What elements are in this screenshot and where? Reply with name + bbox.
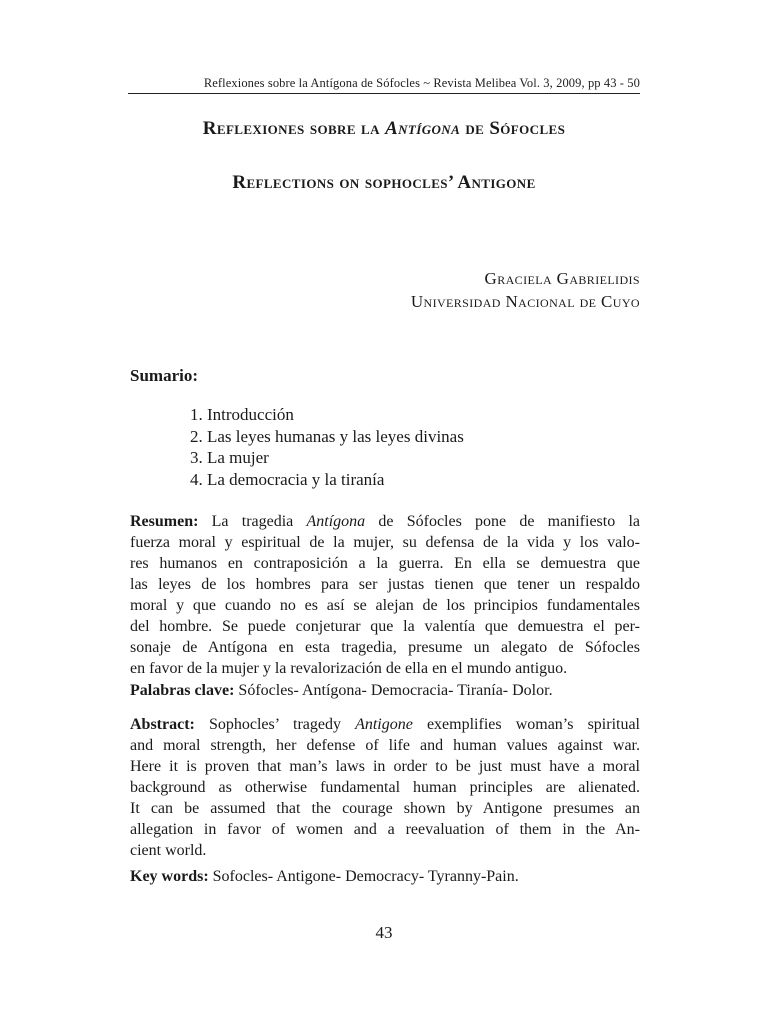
abstract-label: Abstract: (130, 716, 195, 733)
title-spanish-italic: Antígona (385, 118, 461, 139)
abstract-paragraph (130, 714, 640, 861)
key-words (130, 866, 640, 887)
abstract-line: allegation in favor of women and a reevaluation of them in the An- (130, 821, 640, 838)
article-title-spanish (0, 118, 768, 140)
resumen-line: del hombre. Se puede conjeturar que la valentía que demuestra el per- (130, 618, 640, 635)
sumario-list (190, 404, 464, 490)
abstract-line (130, 714, 640, 735)
sumario-heading: Sumario: (130, 366, 198, 385)
author-affiliation: Universidad Nacional de Cuyo (410, 292, 640, 311)
sumario-item: 2. Las leyes humanas y las leyes divinas (190, 426, 464, 446)
resumen-label: Resumen: (130, 513, 199, 530)
palabras-clave-label: Palabras clave: (130, 682, 235, 699)
abstract-text: exemplifies woman’s spiritual (412, 716, 640, 733)
article-title-english: Reflections on sophocles’ Antigone (232, 172, 536, 193)
resumen-text: de Sófocles pone de manifiesto la (365, 513, 640, 530)
abstract-text: Sophocles’ tragedy (194, 716, 356, 733)
running-header: Reflexiones sobre la Antígona de Sófocles ~ Revista Melibea Vol. 3, 2009, pp 43 - 50 (128, 76, 640, 94)
resumen-line (130, 511, 640, 532)
key-words-label: Key words: (130, 868, 209, 885)
abstract-line: It can be assumed that the courage shown by Antigone presumes an (130, 800, 640, 817)
abstract-line: cient world. (130, 842, 207, 859)
sumario-item: 1. Introducción (190, 405, 294, 424)
abstract-italic-title: Antigone (355, 716, 413, 733)
resumen-line: res humanos en contraposición a la guerra. En ella se demuestra que (130, 555, 640, 572)
sumario-item: 4. La democracia y la tiranía (190, 469, 385, 489)
key-words-text: Sofocles- Antigone- Democracy- Tyranny-Pain. (208, 868, 519, 885)
abstract-line: and moral strength, her defense of life and human values against war. (130, 737, 640, 754)
abstract-line: background as otherwise fundamental human principles are alienated. (130, 779, 640, 796)
author-name: Graciela Gabrielidis (484, 269, 640, 288)
title-spanish-suffix: de Sófocles (460, 118, 566, 139)
palabras-clave-text: Sófocles- Antígona- Democracia- Tiranía- Dolor. (234, 682, 553, 699)
author-block (411, 267, 640, 313)
resumen-line: moral y que cuando no es así se alejan de los principios fundamentales (130, 597, 640, 614)
resumen-line: en favor de la mujer y la revalorización de ella en el mundo antiguo. (130, 660, 568, 677)
resumen-paragraph (130, 511, 640, 679)
sumario-item: 3. La mujer (190, 448, 269, 467)
resumen-line: las leyes de los hombres para ser justas tienen que tener un respaldo (130, 576, 640, 593)
resumen-line: fuerza moral y espiritual de la mujer, su defensa de la vida y los valo- (130, 534, 640, 551)
palabras-clave (130, 680, 640, 701)
title-spanish-prefix: Reflexiones sobre la (202, 118, 386, 139)
resumen-italic-title: Antígona (306, 513, 366, 530)
resumen-line: sonaje de Antígona en esta tragedia, presume un alegato de Sófocles (130, 639, 640, 656)
resumen-text: La tragedia (198, 513, 307, 530)
abstract-line: Here it is proven that man’s laws in order to be just must have a moral (130, 758, 640, 775)
page-number: 43 (375, 923, 393, 942)
